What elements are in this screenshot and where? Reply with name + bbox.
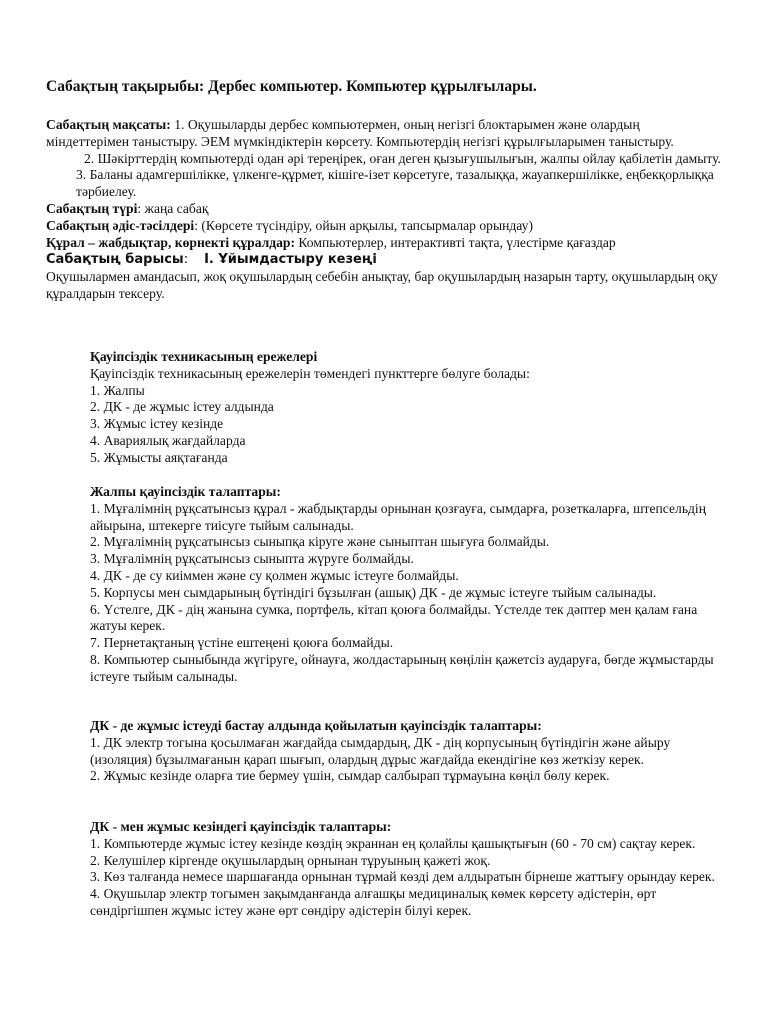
list-item: 4. Авариялық жағдайларда: [90, 432, 246, 448]
list-item: 4. ДК - де су киіммен және су қолмен жұмыс істеуге болмайды.: [90, 567, 459, 583]
during-work-heading: ДК - мен жұмыс кезіндегі қауіпсіздік талаптары:: [90, 819, 392, 834]
type-label: Сабақтың түрі: [46, 200, 138, 216]
methods-value: : (Көрсете түсіндіру, ойын арқылы, тапсырмалар орындау): [194, 217, 533, 233]
lesson-title: Сабақтың тақырыбы: Дербес компьютер. Компьютер құрылғылары.: [46, 78, 537, 95]
list-item: 6. Үстелге, ДК - дің жанына сумка, портфель, кітап қоюға болмайды. Үстелде тек дәптер мен қалам ғана жатуы керек.: [90, 601, 698, 634]
list-item: 2. ДК - де жұмыс істеу алдында: [90, 399, 274, 415]
list-item: 7. Пернетақтаның үстіне ештеңені қоюға болмайды.: [90, 635, 394, 651]
lesson-intro: [46, 117, 726, 303]
list-item: 1. Жалпы: [90, 382, 145, 398]
list-item: 5. Корпусы мен сымдарының бүтіндігі бұзылған (ашық) ДК - де жұмыс істеуге тыйым салынады.: [90, 584, 657, 600]
methods-paragraph: [46, 218, 726, 235]
progress-text: Оқушылармен амандасып, жоқ оқушылардың себебін анықтау, бар оқушылардың назарын тарту, оқушылардың оқу құралдарын тексеру.: [46, 269, 718, 301]
type-value: : жаңа сабақ: [137, 200, 209, 216]
list-item: 3. Жұмыс істеу кезінде: [90, 416, 224, 432]
during-work-section: [90, 819, 720, 920]
aim-paragraph: [46, 117, 726, 151]
general-requirements-section: [90, 484, 720, 686]
progress-paragraph: [46, 251, 726, 269]
progress-stage: I. Ұйымдастыру кезеңі: [204, 252, 377, 268]
list-item: 2. Мұғалімнің рұқсатынсыз сыныпқа кіруге және сыныптан шығуға болмайды.: [90, 534, 550, 550]
list-item: 1. ДК электр тогына қосылмаған жағдайда сымдардың, ДК - дің корпусының бүтіндігін және айыру (изоляция) бұзылмағанын қарап шығып, олардың дұрыс жағдайда екендігіне көз жеткізу керек.: [90, 734, 671, 767]
list-item: 3. Көз талғанда немесе шаршағанда орнынан тұрмай көзді дем алдыратын бірнеше жаттығу орындау керек.: [90, 869, 715, 885]
tools-paragraph: [46, 235, 726, 252]
safety-rules-section: [90, 349, 720, 467]
aim-line-2: 2. Шәкірттердің компьютерді одан әрі тереңірек, оған деген қызығушылығын, жалпы ойлау қабілетін дамыту.: [84, 150, 721, 166]
aim-line-3: 3. Баланы адамгершілікке, үлкенге-құрмет, кішіге-ізет көрсетуге, тазалыққа, жауапкершілікке, еңбекқорлыққа тәрбиелеу.: [76, 167, 714, 200]
list-item: 1. Мұғалімнің рұқсатынсыз құрал - жабдықтарды орнынан қозғауға, сымдарға, розеткаларға, штепсельдің айырына, штекерге тиісуге тыйым салынады.: [90, 500, 706, 533]
list-item: 5. Жұмысты аяқтағанда: [90, 449, 228, 465]
general-requirements-heading: Жалпы қауіпсіздік талаптары:: [90, 484, 281, 499]
progress-label: Сабақтың барысы: [46, 252, 184, 268]
list-item: 2. Жұмыс кезінде оларға тие бермеу үшін, сымдар салбырап тұрмауына көңіл бөлу керек.: [90, 768, 610, 784]
list-item: 3. Мұғалімнің рұқсатынсыз сыныпта жүруге болмайды.: [90, 551, 414, 567]
aim-label: Сабақтың мақсаты:: [46, 117, 171, 132]
tools-value: Компьютерлер, интерактивті тақта, үлестірме қағаздар: [295, 234, 616, 250]
list-item: 2. Келушілер кіргенде оқушылардың орнынан тұруының қажеті жоқ.: [90, 852, 491, 868]
list-item: 8. Компьютер сыныбында жүгіруге, ойнауға, жолдастарының көңілін қажетсіз аударуға, бөгде жұмыстарды істеуге тыйым салынады.: [90, 651, 714, 684]
safety-rules-heading: Қауіпсіздік техникасының ережелері: [90, 349, 318, 364]
aim-line-1: 1. Оқушыларды дербес компьютермен, оның негізгі блоктарымен және олардың міндеттерімен таныстыру. ЭЕМ мүмкіндіктерін көрсету. Компьютердің негізгі құрылғыларымен таныстыру.: [46, 117, 674, 149]
progress-colon: :: [183, 252, 189, 268]
before-work-heading: ДК - де жұмыс істеуді бастау алдында қойылатын қауіпсіздік талаптары:: [90, 718, 542, 733]
tools-label: Құрал – жабдықтар, көрнекті құралдар:: [46, 234, 296, 250]
list-item: 1. Компьютерде жұмыс істеу кезінде көздің экраннан ең қолайлы қашықтығын (60 - 70 см) сақтау керек.: [90, 835, 696, 851]
before-work-section: [90, 718, 720, 785]
safety-rules-intro: Қауіпсіздік техникасының ережелерін төмендегі пункттерге бөлуге болады:: [90, 365, 530, 381]
list-item: 4. Оқушылар электр тогымен зақымданғанда алғашқы медициналық көмек көрсету әдістерін, өрт сөндіргішпен жұмыс істеу және өрт сөндіру әдістерін білуі керек.: [90, 886, 657, 918]
methods-label: Сабақтың әдіс-тәсілдері: [46, 217, 195, 233]
type-paragraph: [46, 201, 726, 218]
